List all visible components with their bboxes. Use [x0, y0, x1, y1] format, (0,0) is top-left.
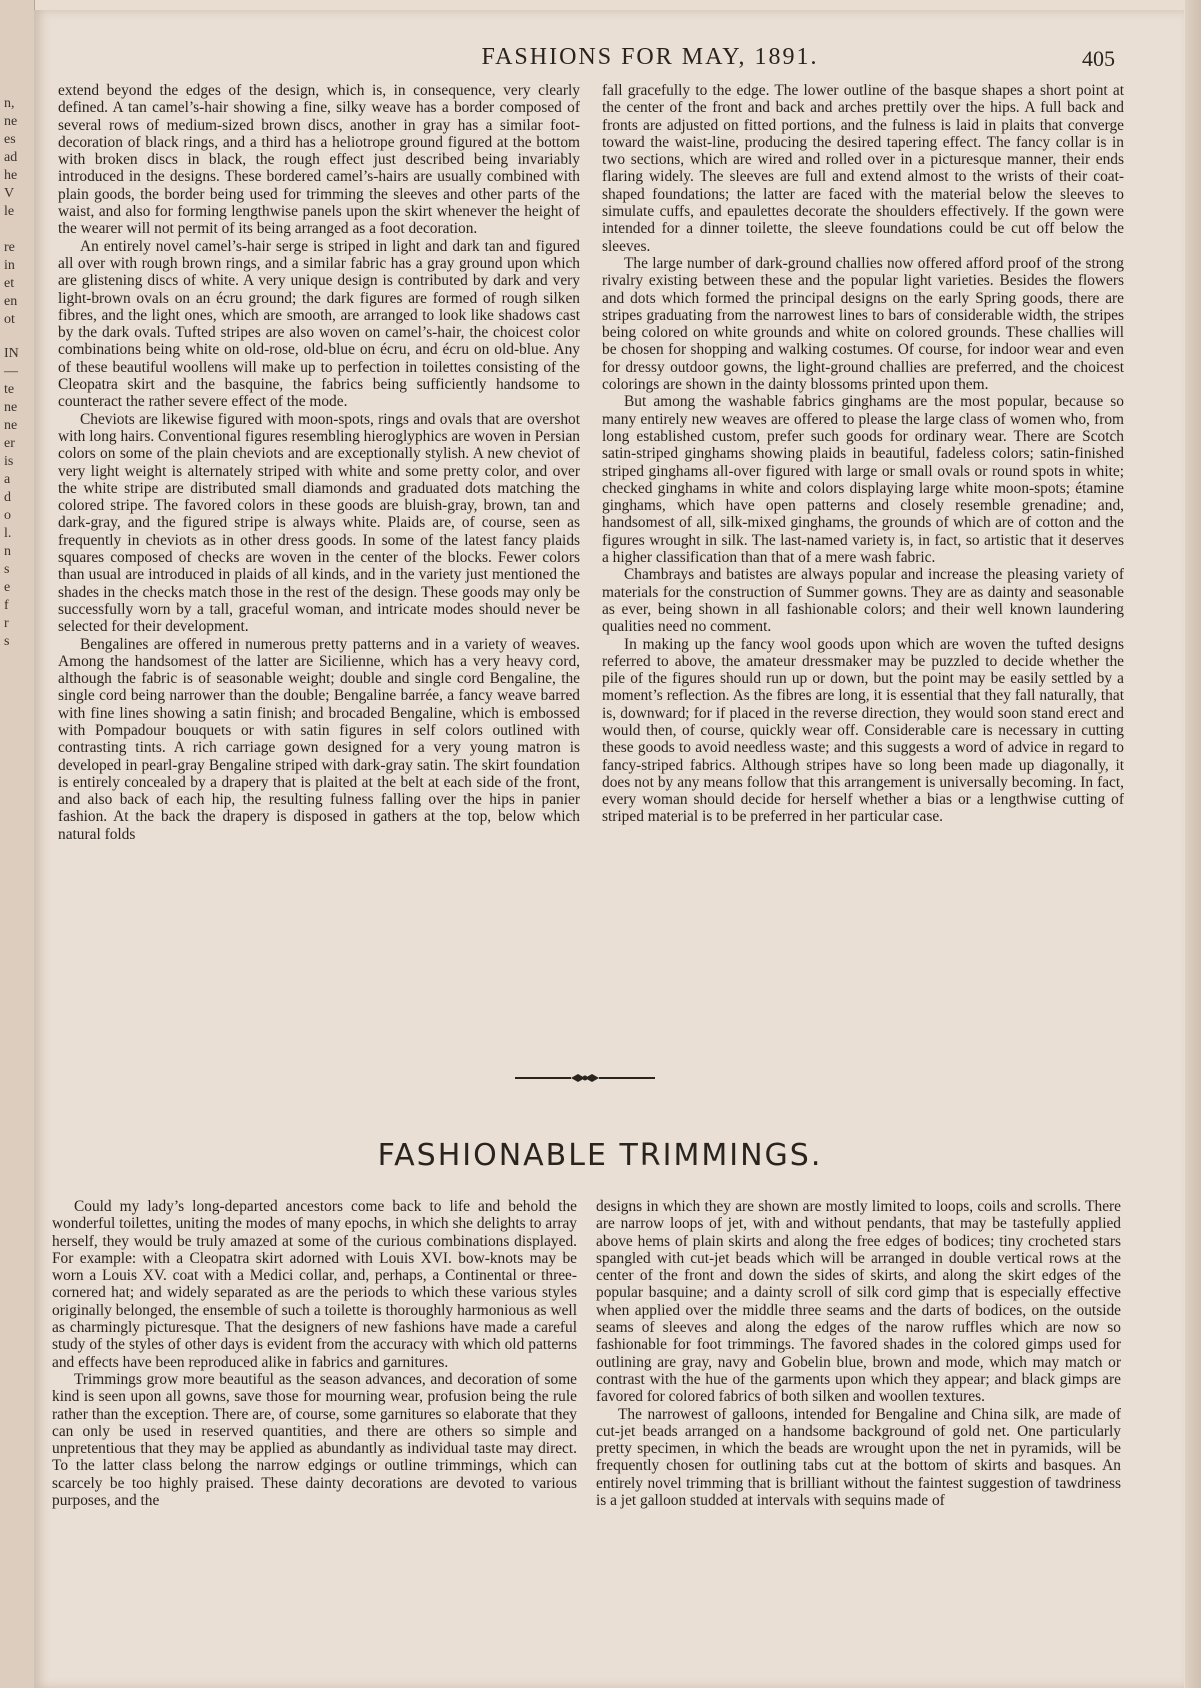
prev-page-fragment: ne	[4, 400, 18, 415]
paragraph: Bengalines are offered in numerous pretty patterns and in a variety of weaves. Among the handsomest of the latter are Sicilienne, which has a very heavy cord, although the fabric is of seasonable weight; double and single cord Bengaline, the single cord being narrower than the double; Bengaline barrée, a fancy weave barred with fine lines showing a satin finish; and brocaded Bengaline, which is embossed with Pompadour bouquets or with satin figures in self colors outlined with contrasting tints. A rich carriage gown designed for a very young matron is developed in pearl-gray Bengaline striped with dark-gray satin. The skirt foundation is entirely concealed by a drapery that is plaited at the belt at each side of the front, and also back of each hip, the resulting fulness falling over the hips in panier fashion. At the back the drapery is disposed in gathers at the top, below which natural folds	[58, 635, 580, 843]
prev-page-fragment: he	[4, 168, 18, 183]
prev-page-fragment: ne	[4, 418, 18, 433]
prev-page-fragment: n	[4, 544, 11, 559]
paragraph: Chambrays and batistes are always popular and increase the pleasing variety of materials for the construction of Summer gowns. They are as dainty and seasonable as ever, being shown in all fashionable colors; and their well known laundering qualities need no comment.	[602, 566, 1124, 636]
column-top-right	[602, 82, 1124, 826]
prev-page-fragment: re	[4, 240, 15, 255]
prev-page-fragment: n,	[4, 96, 15, 111]
section-title: FASHIONABLE TRIMMINGS.	[377, 1138, 823, 1173]
column-bottom-left	[52, 1198, 577, 1509]
paragraph: Could my lady’s long-departed ancestors come back to life and behold the wonderful toilettes, uniting the modes of many epochs, in which she delights to array herself, they would be truly amazed at some of the curious combinations displayed. For example: with a Cleopatra skirt adorned with Louis XVI. bow-knots may be worn a Louis XV. coat with a Medici collar, and, perhaps, a Continental or three-cornered hat; and widely separated as are the periods to which these various styles originally belonged, the ensemble of such a toilette is thoroughly harmonious as well as charmingly picturesque. That the designers of new fashions have made a careful study of the styles of other days is evident from the accuracy with which old patterns and effects have been reproduced alike in fabrics and garnitures.	[52, 1198, 577, 1371]
paragraph: But among the washable fabrics ginghams are the most popular, because so many entirely new weaves are offered to please the large class of women who, from long established custom, prefer such goods for ordinary wear. There are Scotch satin-striped ginghams showing plaids in beautiful, fadeless colors; satin-finished striped ginghams all-over figured with large or small ovals or round spots in white; checked ginghams in white and colors displaying large white moon-spots; étamine ginghams, which have open patterns and closely resemble grenadine; and, handsomest of all, silk-mixed ginghams, the grounds of which are of cotton and the figures wrought in silk. The last-named variety is, in fact, so artistic that it deserves a higher classification than that of a mere wash fabric.	[602, 393, 1124, 567]
prev-page-fragment: l.	[4, 526, 12, 541]
prev-page-fragment: is	[4, 454, 14, 469]
paragraph: designs in which they are shown are mostly limited to loops, coils and scrolls. There are narrow loops of jet, with and without pendants, that may be tastefully applied above hems of plain skirts and along the free edges of bodices; tiny crocheted stars spangled with cut-jet beads which will be arranged in double vertical rows at the center of the front and down the sides of skirts, and along the skirt edges of the popular basquine; and a dainty scroll of silk cord gimp that is especially effective when applied over the middle three seams and the darts of bodices, on the outside seams of sleeves and along the edges of the narow ruffles which are now so fashionable for foot trimmings. The favored shades in the colored gimps used for outlining are gray, navy and Gobelin blue, brown and mode, which may match or contrast with the hue of the garments upon which they appear; and black gimps are favored for colored fabrics of both silken and woollen textures.	[596, 1198, 1121, 1406]
prev-page-fragment: te	[4, 382, 15, 397]
prev-page-fragment: —	[4, 364, 18, 379]
page-number: 405	[1082, 46, 1115, 71]
column-top-left	[58, 82, 580, 843]
page-edge-shadow	[1185, 0, 1201, 1688]
prev-page-fragment: et	[4, 276, 15, 291]
prev-page-fragment: r	[4, 616, 9, 631]
prev-page-fragment: V	[4, 186, 15, 201]
prev-page-fragment: en	[4, 294, 18, 309]
prev-page-fragment: ot	[4, 312, 15, 327]
prev-page-fragment: ne	[4, 114, 18, 129]
paragraph: The large number of dark-ground challies now offered afford proof of the strong rivalry existing between these and the popular light varieties. Besides the flowers and dots which formed the principal designs on the early Spring goods, there are stripes graduating from the narrowest lines to bars of considerable width, the stripes being colored on white grounds and white on colored grounds. These challies will be chosen for shopping and walking costumes. Of course, for indoor wear and even for dressy outdoor gowns, the light-ground challies are preferred, and the choicest colorings are shown in the dainty blossoms printed upon them.	[602, 254, 1124, 394]
prev-page-fragment: s	[4, 562, 10, 577]
paragraph: An entirely novel camel’s-hair serge is striped in light and dark tan and figured all over with rough brown rings, and a similar fabric has a gray ground upon which are glistening discs of white. A very unique design is contributed by dark and very light-brown ovals on an écru ground; the dark figures are formed of rough silken fibres, and the light ones, which are smooth, are arranged to look like shadows cast by the dark ovals. Tufted stripes are also woven on camel’s-hair, the choicest color combinations being white on old-rose, old-blue on écru, and écru on old-blue. Any of these beautiful woollens will make up to perfection in toilettes consisting of the Cleopatra skirt and the basquine, the fabrics being sufficiently handsome to counteract the rather severe effect of the mode.	[58, 237, 580, 411]
prev-page-fragment: in	[4, 258, 15, 273]
paragraph: In making up the fancy wool goods upon which are woven the tufted designs referred to above, the amateur dressmaker may be puzzled to decide whether the pile of the figures should run up or down, but the point may be easily settled by a moment’s reflection. As the fibres are long, it is essential that they fall naturally, that is, downward; for if placed in the reverse direction, they would soon stand erect and would then, of course, quickly wear off. Considerable care is necessary in cutting these goods to avoid needless waste; and this suggests a word of advice in regard to fancy-striped fabrics. Although stripes have so long been made up diagonally, it does not by any means follow that this arrangement is universally becoming. In fact, every woman should decide for herself whether a bias or a lengthwise cutting of striped material is to be preferred in her particular case.	[602, 635, 1124, 826]
paragraph: The narrowest of galloons, intended for Bengaline and China silk, are made of cut-jet beads arranged on a handsome background of gold net. One particularly pretty specimen, in which the beads are wrought upon the net in pyramids, will be frequently chosen for outlining tabs cut at the bottom of skirts and basques. An entirely novel trimming that is brilliant without the faintest suggestion of tawdriness is a jet galloon studded at intervals with sequins made of	[596, 1405, 1121, 1510]
column-bottom-right	[596, 1198, 1121, 1509]
prev-page-fragment: f	[4, 598, 9, 613]
prev-page-fragment: a	[4, 472, 11, 487]
ornamental-divider	[515, 1068, 655, 1088]
paragraph: Cheviots are likewise figured with moon-spots, rings and ovals that are overshot with long hairs. Conventional figures resembling hieroglyphics are woven in Persian colors on some of the plain cheviots and are exceptionally stylish. A new cheviot of very light weight is alternately striped with white and some pretty color, and over the white stripe are distributed small diamonds and graduated dots matching the colored stripe. The favored colors in these goods are bluish-gray, brown, tan and dark-gray, and the figured stripe is always white. Plaids are, of course, seen as frequently in cheviots as in other dress goods. In some of the latest fancy plaids squares composed of checks are woven in the center of the blocks. Fewer colors than usual are introduced in plaids of all kinds, and in the variety just mentioned the shades in the checks match those in the rest of the design. These goods may only be successfully worn by a tall, graceful woman, and intricate modes should never be selected for their development.	[58, 410, 580, 636]
paragraph: Trimmings grow more beautiful as the season advances, and decoration of some kind is seen upon all gowns, save those for mourning wear, profusion being the rule rather than the exception. There are, of course, some garnitures so elaborate that they can only be used in reserved quantities, and there are others so simple and unpretentious that they may be applied as abundantly as individual taste may direct. To the latter class belong the narrow edgings or outline trimmings, which can scarcely be too highly praised. These dainty decorations are devoted to various purposes, and the	[52, 1370, 577, 1510]
paragraph: fall gracefully to the edge. The lower outline of the basque shapes a short point at the center of the front and back and arches prettily over the hips. A full back and fronts are adjusted on fitted portions, and the fulness is laid in plaits that converge toward the waist-line, producing the desired tapering effect. The fancy collar is in two sections, which are wired and rolled over in a picturesque manner, their ends flaring widely. The sleeves are full and extend almost to the wrists of their coat-shaped foundations; the latter are faced with the material below the sleeves to simulate cuffs, and epaulettes decorate the shoulders effectively. If the gown were intended for a dinner toilette, the sleeve foundations could be cut off below the sleeves.	[602, 82, 1124, 255]
prev-page-fragment: o	[4, 508, 11, 523]
running-head: FASHIONS FOR MAY, 1891.	[481, 44, 819, 70]
prev-page-fragment: e	[4, 580, 11, 595]
prev-page-fragment: IN	[4, 346, 19, 361]
previous-page-edge	[0, 0, 35, 1688]
prev-page-fragment: le	[4, 204, 15, 219]
prev-page-fragment: s	[4, 634, 10, 649]
prev-page-fragment: er	[4, 436, 15, 451]
prev-page-fragment: es	[4, 132, 16, 147]
paragraph: extend beyond the edges of the design, which is, in consequence, very clearly defined. A tan camel’s-hair showing a fine, silky weave has a border composed of several rows of medium-sized brown discs, another in gray has a similar foot-decoration of black rings, and a third has a heliotrope ground figured at the bottom with broken discs in black, the rough effect just described being invariably introduced in the designs. These bordered camel’s-hairs are usually combined with plain goods, the border being used for trimming the sleeves and other parts of the waist, and also for forming lengthwise panels upon the skirt whenever the height of the wearer will not permit of its being arranged as a foot decoration.	[58, 82, 580, 238]
prev-page-fragment: d	[4, 490, 11, 505]
prev-page-fragment: ad	[4, 150, 18, 165]
